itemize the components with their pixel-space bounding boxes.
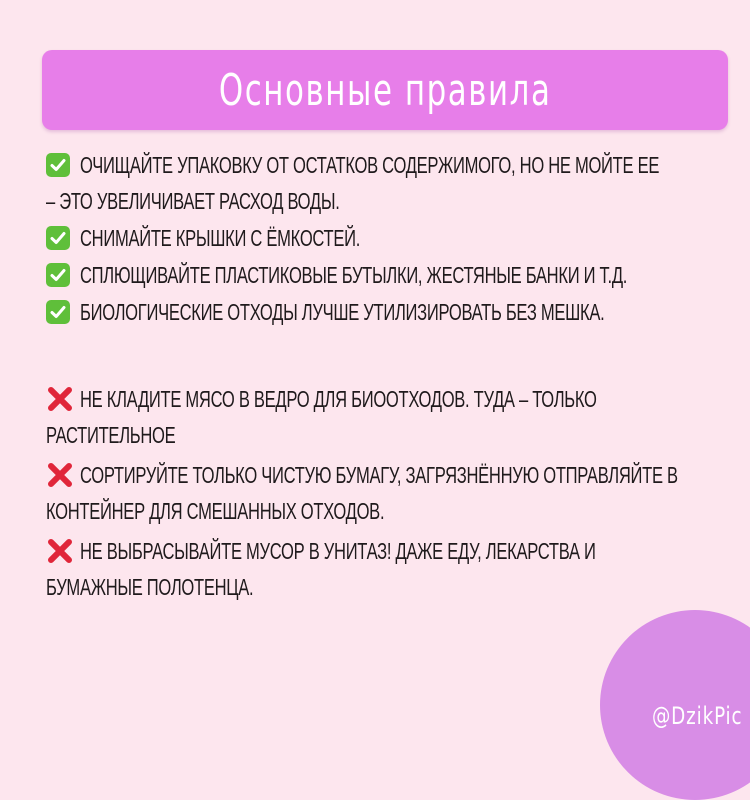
dont-item-continuation — [46, 498, 726, 524]
do-item-text: СНИМАЙТЕ КРЫШКИ С ЁМКОСТЕЙ. — [80, 225, 361, 251]
do-item — [46, 152, 726, 178]
do-list — [46, 152, 726, 325]
check-mark-icon — [46, 225, 80, 251]
dont-item-text: НЕ ВЫБРАСЫВАЙТЕ МУСОР В УНИТАЗ! ДАЖЕ ЕДУ, ЛЕКАРСТВА И — [80, 538, 596, 564]
do-item-text: – ЭТО УВЕЛИЧИВАЕТ РАСХОД ВОДЫ. — [46, 188, 340, 214]
watermark-handle: @DzikPic — [651, 702, 742, 730]
dont-item-text: НЕ КЛАДИТЕ МЯСО В ВЕДРО ДЛЯ БИООТХОДОВ. ТУДА – ТОЛЬКО — [80, 386, 597, 412]
page-title: Основные правила — [218, 64, 552, 116]
dont-item-continuation — [46, 574, 726, 600]
rules-content — [46, 152, 726, 614]
dont-item-text: РАСТИТЕЛЬНОЕ — [46, 422, 176, 448]
do-item-continuation — [46, 188, 726, 214]
cross-mark-icon — [46, 386, 80, 412]
dont-item — [46, 386, 726, 412]
dont-item-text: КОНТЕЙНЕР ДЛЯ СМЕШАННЫХ ОТХОДОВ. — [46, 498, 385, 524]
do-item-text: ОЧИЩАЙТЕ УПАКОВКУ ОТ ОСТАТКОВ СОДЕРЖИМОГО, НО НЕ МОЙТЕ ЕЕ — [80, 152, 660, 178]
do-item-text: БИОЛОГИЧЕСКИЕ ОТХОДЫ ЛУЧШЕ УТИЛИЗИРОВАТЬ БЕЗ МЕШКА. — [80, 299, 605, 325]
title-banner — [42, 50, 728, 130]
dont-item-continuation — [46, 422, 726, 448]
dont-list — [46, 386, 726, 600]
check-mark-icon — [46, 299, 80, 325]
do-item — [46, 225, 726, 251]
do-item — [46, 262, 726, 288]
check-mark-icon — [46, 262, 80, 288]
dont-item-text: СОРТИРУЙТЕ ТОЛЬКО ЧИСТУЮ БУМАГУ, ЗАГРЯЗНЁННУЮ ОТПРАВЛЯЙТЕ В — [80, 462, 678, 488]
cross-mark-icon — [46, 538, 80, 564]
do-item — [46, 299, 726, 325]
section-spacer — [46, 336, 726, 386]
do-item-text: СПЛЮЩИВАЙТЕ ПЛАСТИКОВЫЕ БУТЫЛКИ, ЖЕСТЯНЫЕ БАНКИ И Т.Д. — [80, 262, 628, 288]
dont-item — [46, 538, 726, 564]
dont-item — [46, 462, 726, 488]
check-mark-icon — [46, 152, 80, 178]
dont-item-text: БУМАЖНЫЕ ПОЛОТЕНЦА. — [46, 574, 254, 600]
cross-mark-icon — [46, 462, 80, 488]
